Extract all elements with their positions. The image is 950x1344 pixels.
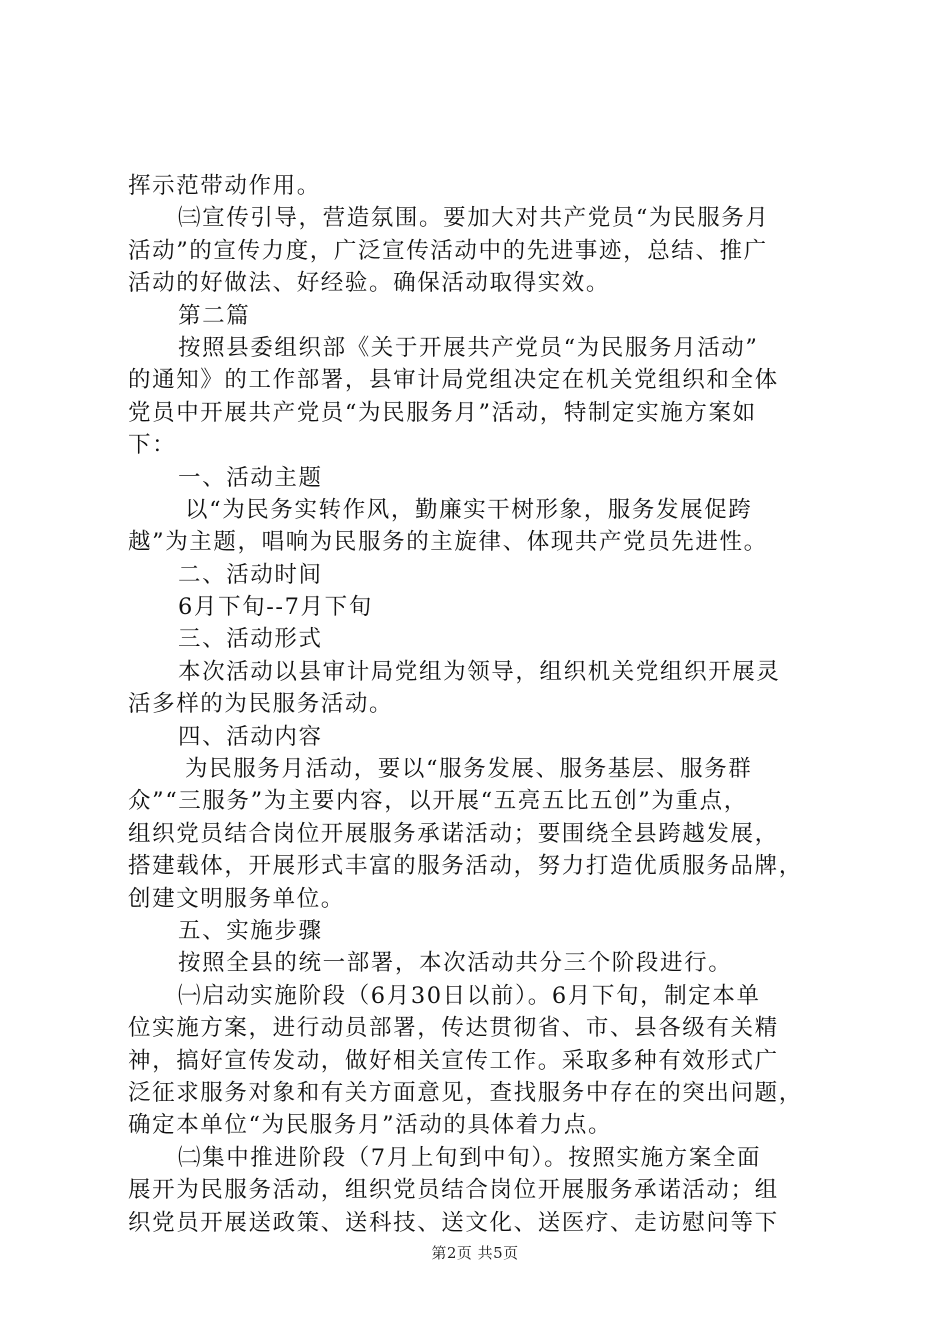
section-heading: 二、活动时间 [178,561,323,588]
body-text [128,170,833,1239]
text-line: 组织党员结合岗位开展服务承诺活动；要围绕全县跨越发展， [128,820,779,847]
text-line: 下： [128,432,177,459]
text-line: 越”为主题，唱响为民服务的主旋律、体现共产党员先进性。 [128,529,768,556]
text-line: 织党员开展送政策、送科技、送文化、送医疗、走访慰问等下 [128,1209,779,1236]
text-line: 按照全县的统一部署，本次活动共分三个阶段进行。 [178,950,733,977]
section-heading: 第二篇 [178,302,251,329]
text-line: 位实施方案，进行动员部署，传达贯彻省、市、县各级有关精 [128,1015,779,1042]
text-line: 活动的好做法、好经验。确保活动取得实效。 [128,270,611,297]
text-line: ㈡集中推进阶段（7月上旬到中旬）。按照实施方案全面 [178,1144,762,1171]
text-line: 本次活动以县审计局党组为领导，组织机关党组织开展灵 [178,658,781,685]
text-line: 泛征求服务对象和有关方面意见，查找服务中存在的突出问题， [128,1079,803,1106]
text-line: ㈢宣传引导，营造氛围。要加大对共产党员“为民服务月 [178,205,770,232]
text-line: 神，搞好宣传发动，做好相关宣传工作。采取多种有效形式广 [128,1047,779,1074]
text-line: 的通知》的工作部署，县审计局党组决定在机关党组织和全体 [128,367,779,394]
page-number-footer: 第2页 共5页 [431,1244,519,1262]
text-line: 创建文明服务单位。 [128,885,345,912]
text-line: 搭建载体，开展形式丰富的服务活动，努力打造优质服务品牌， [128,853,803,880]
text-line: 挥示范带动作用。 [128,173,321,199]
section-heading: 四、活动内容 [178,723,323,750]
text-line: 党员中开展共产党员“为民服务月”活动，特制定实施方案如 [128,399,757,426]
text-line: 众”“三服务”为主要内容，以开展“五亮五比五创”为重点， [128,788,748,815]
text-line: 活动”的宣传力度，广泛宣传活动中的先进事迹，总结、推广 [128,237,768,264]
text-line: 6月下旬--7月下旬 [178,594,373,621]
text-line: 确定本单位“为民服务月”活动的具体着力点。 [128,1112,613,1139]
section-heading: 三、活动形式 [178,626,323,653]
text-line: 为民服务月活动，要以“服务发展、服务基层、服务群 [185,756,753,783]
text-line: 以“为民务实转作风，勤廉实干树形象，服务发展促跨 [185,496,753,523]
section-heading: 五、实施步骤 [178,917,323,944]
text-line: 活多样的为民服务活动。 [128,691,394,718]
text-line: ㈠启动实施阶段（6月30日以前）。6月下旬，制定本单 [178,982,761,1009]
section-heading: 一、活动主题 [178,464,323,491]
text-line: 按照县委组织部《关于开展共产党员“为民服务月活动” [178,334,759,361]
text-line: 展开为民服务活动，组织党员结合岗位开展服务承诺活动；组 [128,1177,779,1204]
